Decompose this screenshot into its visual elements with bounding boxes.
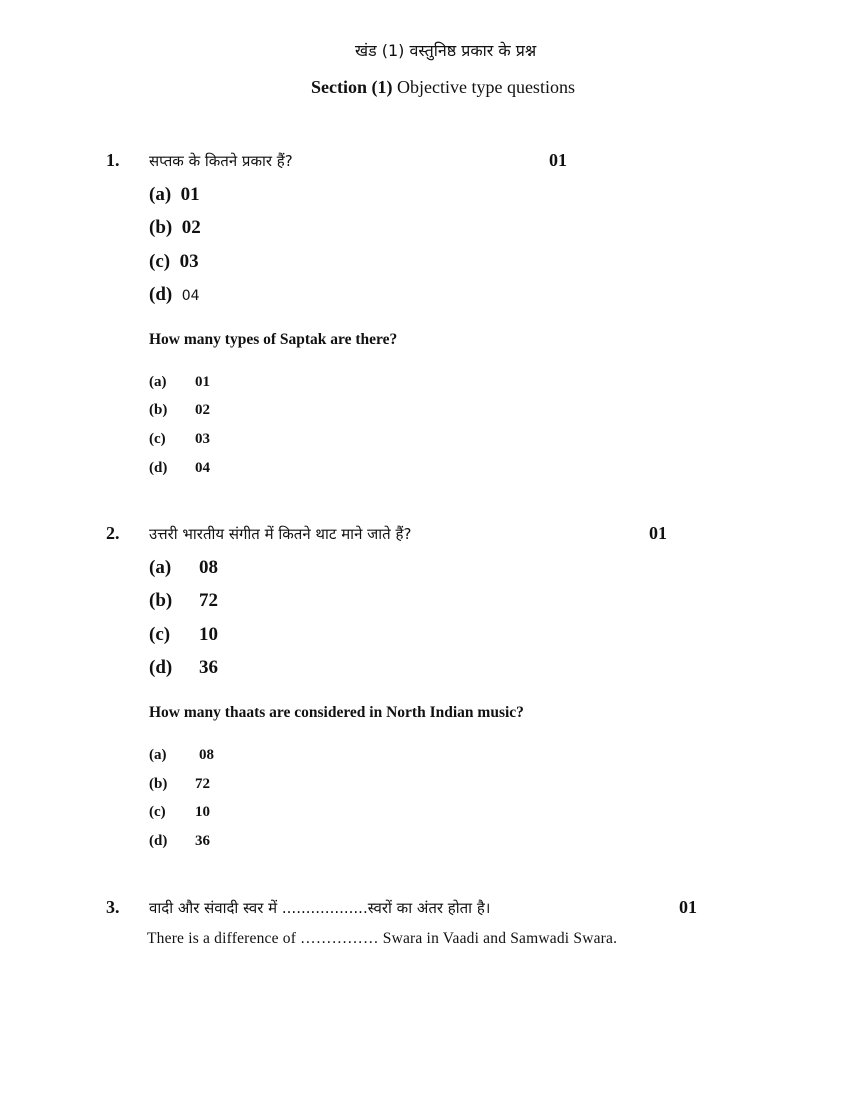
hindi-option-label: (b) <box>149 590 173 611</box>
english-section-title <box>311 77 575 98</box>
hindi-option <box>149 217 201 239</box>
question-marks: 01 <box>549 150 567 170</box>
question-marks: 01 <box>679 897 697 917</box>
english-option-label: (d) <box>149 460 168 476</box>
question-english-text: There is a difference of …………… Swara in Vaadi and Samwadi Swara. <box>147 930 618 947</box>
english-option-label: (c) <box>149 431 166 447</box>
hindi-option-value: 08 <box>199 557 218 578</box>
question-hindi-text: वादी और संवादी स्वर में ..................स्वरों का अंतर होता है। <box>149 899 491 917</box>
english-option-value: 02 <box>195 402 210 418</box>
english-option-value: 08 <box>199 747 214 763</box>
option-value: 02 <box>181 217 201 238</box>
hindi-option <box>149 284 200 306</box>
english-option-value: 72 <box>195 776 210 792</box>
option-label: (b) <box>149 217 173 238</box>
option-label: (c) <box>149 251 171 272</box>
hindi-option-value: 72 <box>199 590 218 611</box>
hindi-option <box>149 184 200 206</box>
hindi-option-label: (d) <box>149 657 173 678</box>
question-number: 2. <box>106 523 120 543</box>
hindi-option-value: 36 <box>199 657 218 678</box>
hindi-option-label: (a) <box>149 557 172 578</box>
hindi-option-value: 10 <box>199 624 218 645</box>
question-number: 3. <box>106 897 120 917</box>
question-english-text: How many thaats are considered in North Indian music? <box>149 704 524 721</box>
hindi-option-label: (c) <box>149 624 171 645</box>
section-subtitle: Objective type questions <box>396 77 575 97</box>
english-option-label: (d) <box>149 833 168 849</box>
section-label: Section (1) <box>311 77 393 97</box>
question-hindi-text: सप्तक के कितने प्रकार हैं? <box>149 152 293 170</box>
hindi-option <box>149 251 199 273</box>
english-option-value: 36 <box>195 833 210 849</box>
option-value: 03 <box>179 251 199 272</box>
english-option-label: (b) <box>149 402 168 418</box>
english-option-value: 04 <box>195 460 210 476</box>
english-option-label: (a) <box>149 374 167 390</box>
option-label: (a) <box>149 184 172 205</box>
hindi-section-title: खंड (1) वस्तुनिष्ठ प्रकार के प्रश्न <box>355 41 537 60</box>
option-value: 04 <box>181 288 200 304</box>
question-english-text: How many types of Saptak are there? <box>149 331 398 348</box>
question-hindi-text: उत्तरी भारतीय संगीत में कितने थाट माने जाते हैं? <box>149 525 412 543</box>
english-option-label: (a) <box>149 747 167 763</box>
english-option-value: 03 <box>195 431 210 447</box>
english-option-label: (b) <box>149 776 168 792</box>
option-value: 01 <box>180 184 200 205</box>
english-option-value: 10 <box>195 804 210 820</box>
option-label: (d) <box>149 284 173 305</box>
question-number: 1. <box>106 150 120 170</box>
question-marks: 01 <box>649 523 667 543</box>
english-option-label: (c) <box>149 804 166 820</box>
english-option-value: 01 <box>195 374 210 390</box>
